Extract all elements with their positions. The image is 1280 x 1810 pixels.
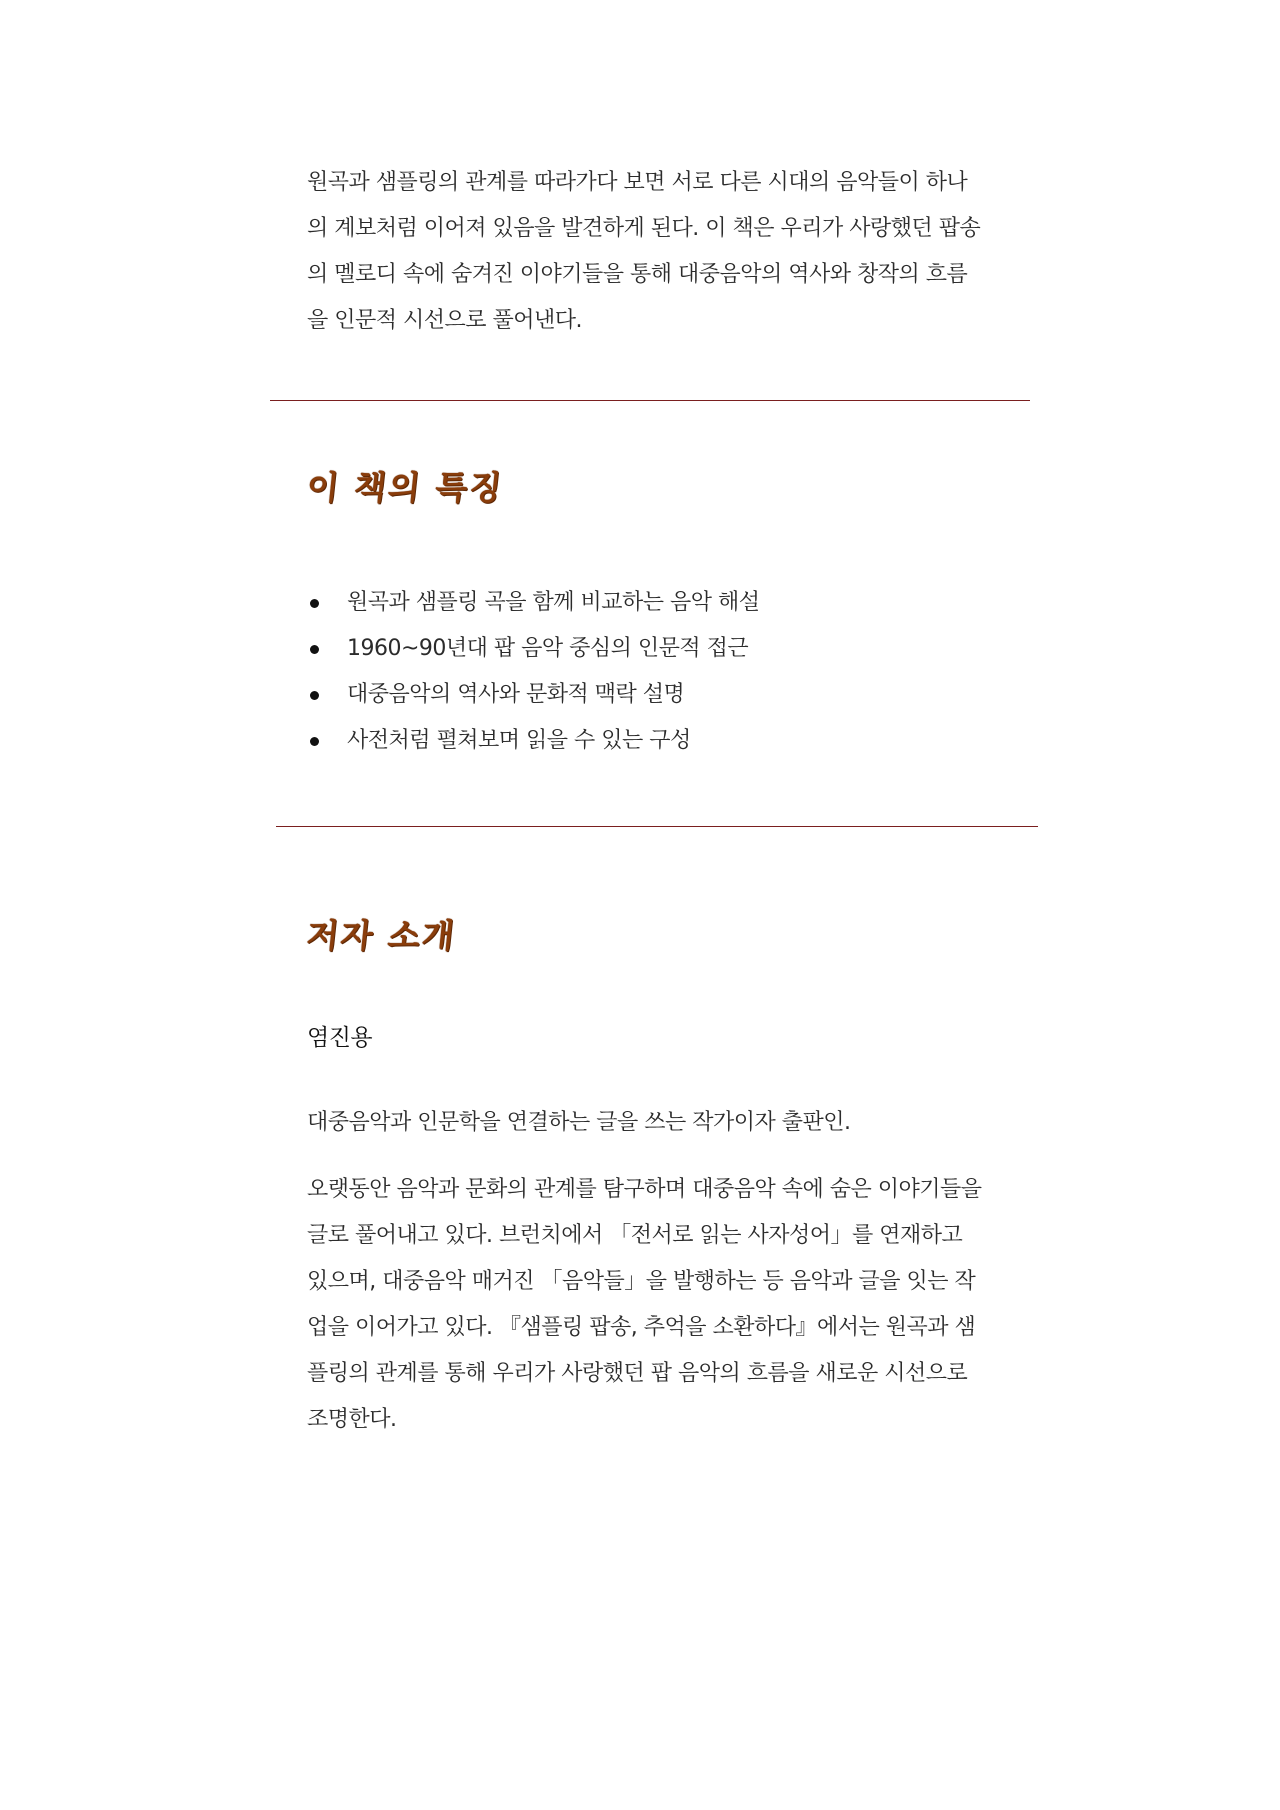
features-list: [307, 580, 1007, 764]
section-divider: [276, 826, 1038, 827]
author-tagline: 대중음악과 인문학을 연결하는 글을 쓰는 작가이자 출판인.: [307, 1110, 851, 1135]
bullet-icon: [310, 737, 319, 746]
list-item: [307, 580, 1007, 626]
list-item: [307, 626, 1007, 672]
features-heading: 이 책의 특징: [304, 468, 506, 507]
feature-text: 원곡과 샘플링 곡을 함께 비교하는 음악 해설: [347, 590, 760, 615]
bullet-icon: [310, 645, 319, 654]
bullet-icon: [310, 599, 319, 608]
author-bio: 오랫동안 음악과 문화의 관계를 탐구하며 대중음악 속에 숨은 이야기들을 글로 풀어내고 있다. 브런치에서 「전서로 읽는 사자성어」를 연재하고 있으며, 대중음악 매거진 「음악들」을 발행하는 등 음악과 글을 잇는 작업을 이어가고 있다. 『샘플링 팝송, 추억을 소환하다』에서는 원곡과 샘플링의 관계를 통해 우리가 사랑했던 팝 음악의 흐름을 새로운 시선으로 조명한다.: [307, 1177, 982, 1432]
list-item: [307, 672, 1007, 718]
author-name: 염진용: [307, 1025, 373, 1051]
intro-paragraph: 원곡과 샘플링의 관계를 따라가다 보면 서로 다른 시대의 음악들이 하나의 계보처럼 이어져 있음을 발견하게 된다. 이 책은 우리가 사랑했던 팝송의 멜로디 속에 숨겨진 이야기들을 통해 대중음악의 역사와 창작의 흐름을 인문적 시선으로 풀어낸다.: [307, 170, 981, 333]
author-heading: 저자 소개: [304, 916, 458, 955]
feature-text: 1960~90년대 팝 음악 중심의 인문적 접근: [347, 636, 749, 661]
feature-text: 사전처럼 펼쳐보며 읽을 수 있는 구성: [347, 728, 691, 753]
feature-text: 대중음악의 역사와 문화적 맥락 설명: [347, 682, 685, 707]
bullet-icon: [310, 691, 319, 700]
section-divider: [270, 400, 1030, 401]
list-item: [307, 718, 1007, 764]
